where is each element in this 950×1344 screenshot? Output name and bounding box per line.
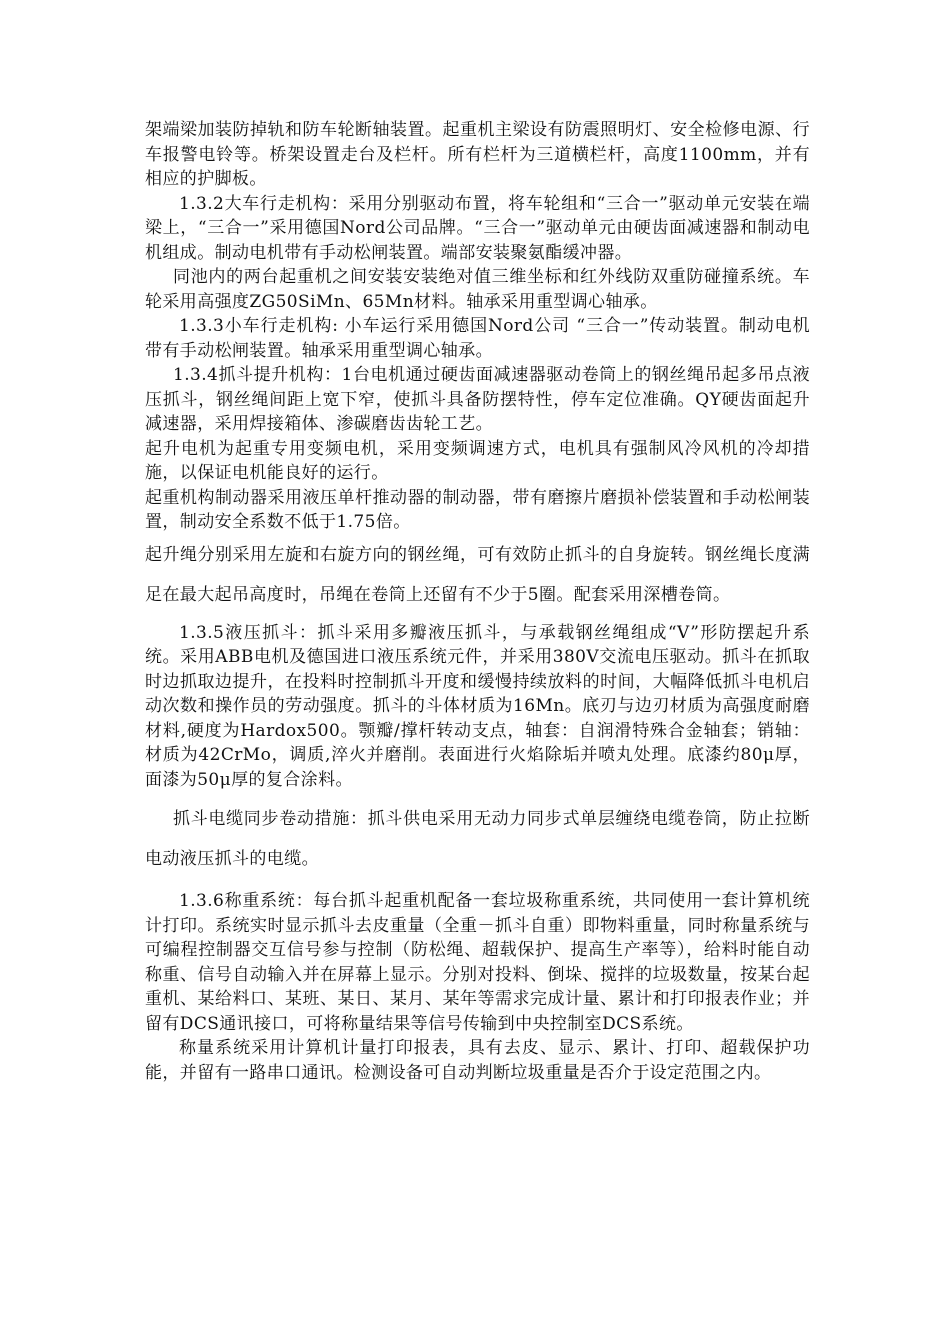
- paragraph-1-3-6-weighing-system: 1.3.6称重系统：每台抓斗起重机配备一套垃圾称重系统，共同使用一套计算机统计打印。系统实时显示抓斗去皮重量（全重－抓斗自重）即物料重量，同时称量系统与可编程控制器交互信号参与控制（防松绳、超载保护、提高生产率等），给料时能自动称重、信号自动输入并在屏幕上显示。分别对投料、倒垛、搅拌的垃圾数量，按某台起重机、某给料口、某班、某日、某月、某年等需求完成计量、累计和打印报表作业；并留有DCS通讯接口，可将称量结果等信号传输到中央控制室DCS系统。: [145, 891, 810, 1034]
- paragraph-1-3-3-trolley-mechanism: 1.3.3小车行走机构: 小车运行采用德国Nord公司 “三合一”传动装置。制动电机带有手动松闸装置。轴承采用重型调心轴承。: [145, 316, 810, 361]
- paragraph-hoist-motor: 起升电机为起重专用变频电机，采用变频调速方式，电机具有强制风冷风机的冷却措施，以保证电机能良好的运行。: [145, 438, 810, 483]
- document-body: [145, 118, 810, 1085]
- paragraph-1-3-4-hoist-mechanism: 1.3.4抓斗提升机构：1台电机通过硬齿面减速器驱动卷筒上的钢丝绳吊起多吊点液压抓斗，钢丝绳间距上宽下窄，使抓斗具备防摆特性，停车定位准确。QY硬齿面起升减速器，采用焊接箱体、渗碳磨齿齿轮工艺。: [145, 365, 810, 434]
- paragraph-anti-collision: 同池内的两台起重机之间安装安装绝对值三维坐标和红外线防双重防碰撞系统。车轮采用高强度ZG50SiMn、65Mn材料。轴承采用重型调心轴承。: [145, 267, 810, 312]
- paragraph-brake: 起重机构制动器采用液压单杆推动器的制动器，带有磨擦片磨损补偿装置和手动松闸装置，制动安全系数不低于1.75倍。: [145, 487, 810, 532]
- paragraph-1-3-2-travel-mechanism: 1.3.2大车行走机构：采用分别驱动布置，将车轮组和“三合一”驱动单元安装在端梁上，“三合一”采用德国Nord公司品牌。“三合一”驱动单元由硬齿面减速器和制动电机组成。制动电机带有手动松闸装置。端部安装聚氨酯缓冲器。: [145, 193, 810, 263]
- paragraph-1-3-5-hydraulic-grab: 1.3.5液压抓斗：抓斗采用多瓣液压抓斗，与承载钢丝绳组成“V”形防摆起升系统。采用ABB电机及德国进口液压系统元件，并采用380V交流电压驱动。抓斗在抓取时边抓取边提升，在投料时控制抓斗开度和缓慢持续放料的时间，大幅降低抓斗电机启动次数和操作员的劳动强度。抓斗的斗体材质为16Mn。底刃与边刃材质为高强度耐磨材料,硬度为Hardox500。颚瓣/撑杆转动支点，轴套：自润滑特殊合金轴套；销轴：材质为42CrMo，调质,淬火并磨削。表面进行火焰除垢并喷丸处理。底漆约80μ厚，面漆为50μ厚的复合涂料。: [145, 622, 810, 790]
- paragraph-wire-rope: 起升绳分别采用左旋和右旋方向的钢丝绳，可有效防止抓斗的自身旋转。钢丝绳长度满足在最大起吊高度时，吊绳在卷筒上还留有不少于5圈。配套采用深槽卷筒。: [145, 544, 810, 605]
- paragraph-weighing-report: 称量系统采用计算机计量打印报表，具有去皮、显示、累计、打印、超载保护功能，并留有一路串口通讯。检测设备可自动判断垃圾重量是否介于设定范围之内。: [145, 1038, 810, 1083]
- paragraph-bridge-frame: 架端梁加装防掉轨和防车轮断轴装置。起重机主梁设有防震照明灯、安全检修电源、行车报警电铃等。桥架设置走台及栏杆。所有栏杆为三道横栏杆，高度1100mm，并有相应的护脚板。: [145, 120, 810, 189]
- paragraph-cable-reel: 抓斗电缆同步卷动措施：抓斗供电采用无动力同步式单层缠绕电缆卷筒，防止拉断电动液压抓斗的电缆。: [145, 809, 810, 869]
